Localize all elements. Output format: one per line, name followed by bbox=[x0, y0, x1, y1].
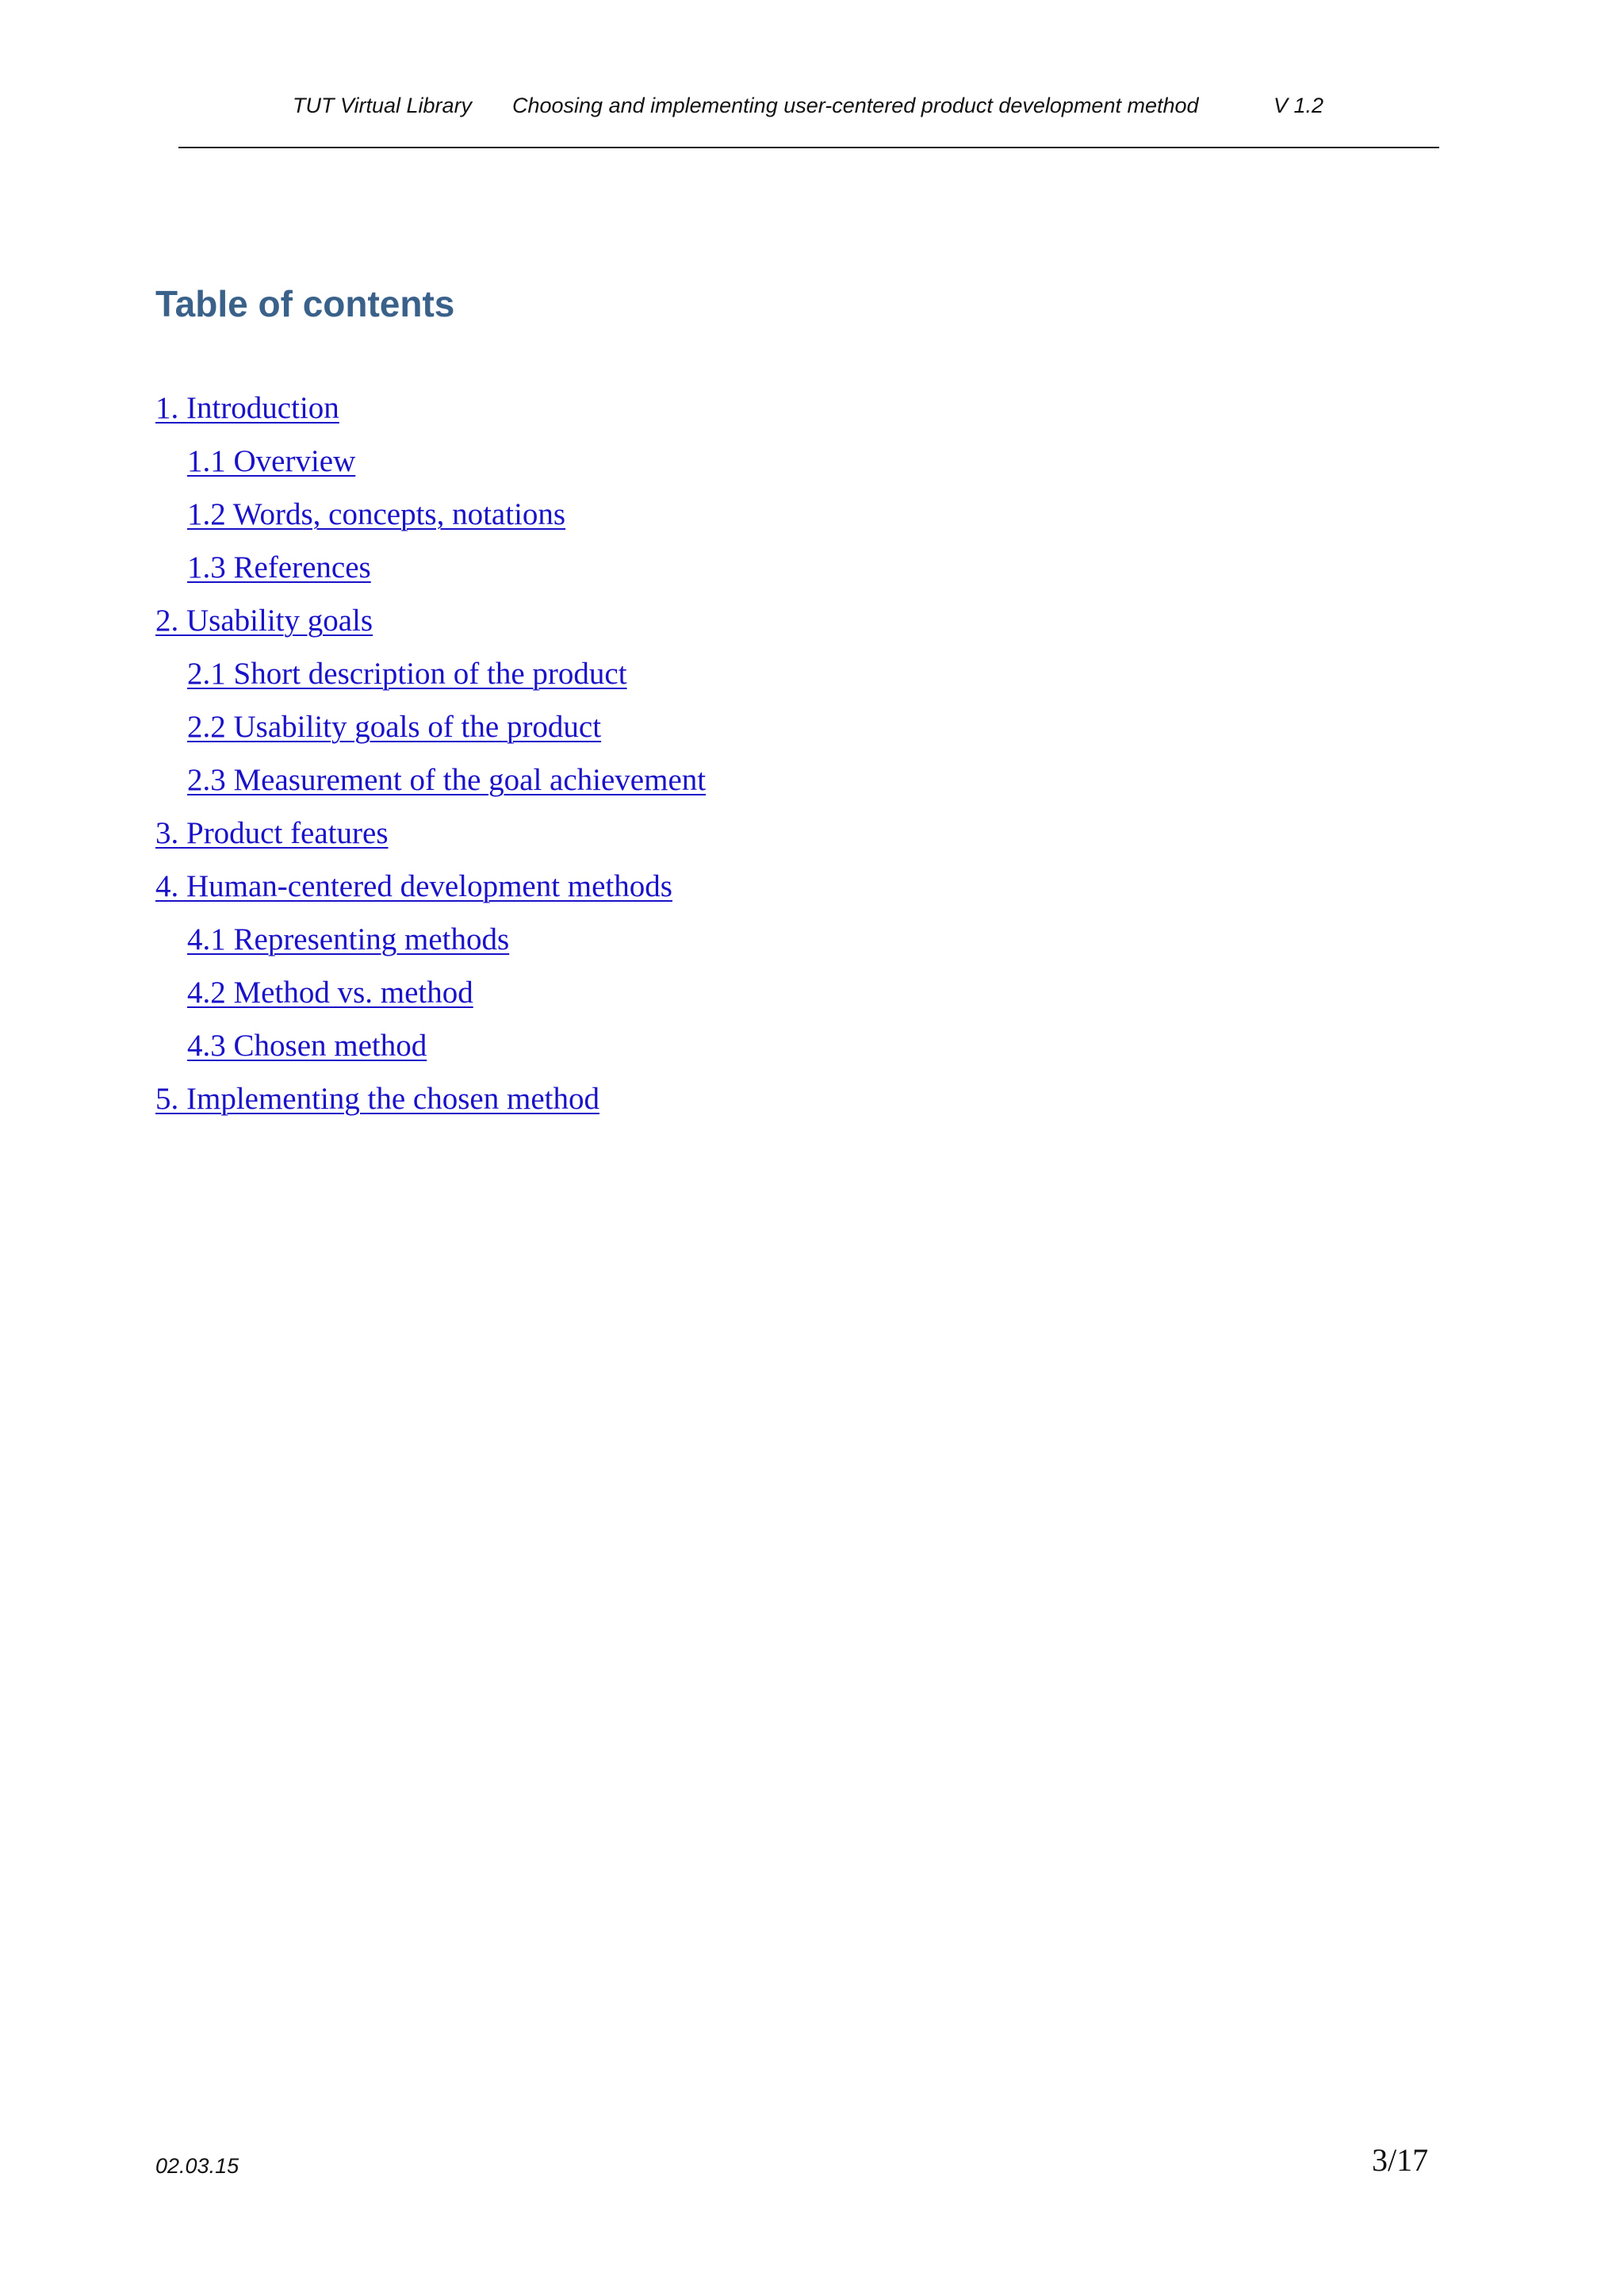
toc-item bbox=[155, 493, 706, 546]
header-version: V 1.2 bbox=[1274, 94, 1324, 117]
toc-item bbox=[155, 600, 706, 653]
toc-item bbox=[155, 759, 706, 812]
toc-item bbox=[155, 440, 706, 493]
toc-link-implementing-chosen-method[interactable]: 5. Implementing the chosen method bbox=[155, 1082, 599, 1116]
toc-link-overview[interactable]: 1.1 Overview bbox=[187, 444, 356, 478]
toc-item bbox=[155, 706, 706, 759]
header-document-title: Choosing and implementing user-centered product development method bbox=[512, 94, 1199, 117]
toc-link-representing-methods[interactable]: 4.1 Representing methods bbox=[187, 922, 510, 956]
toc-link-usability-goals[interactable]: 2. Usability goals bbox=[155, 604, 373, 638]
toc-item bbox=[155, 812, 706, 865]
toc-list bbox=[155, 387, 706, 1131]
toc-item bbox=[155, 387, 706, 440]
toc-link-words-concepts-notations[interactable]: 1.2 Words, concepts, notations bbox=[187, 497, 566, 531]
toc-item bbox=[155, 972, 706, 1025]
toc-link-references[interactable]: 1.3 References bbox=[187, 550, 371, 585]
toc-link-measurement[interactable]: 2.3 Measurement of the goal achievement bbox=[187, 763, 707, 797]
toc-item bbox=[155, 918, 706, 972]
toc-item bbox=[155, 865, 706, 918]
toc-link-chosen-method[interactable]: 4.3 Chosen method bbox=[187, 1029, 427, 1063]
header-library-name: TUT Virtual Library bbox=[293, 94, 473, 117]
toc-link-method-vs-method[interactable]: 4.2 Method vs. method bbox=[187, 976, 473, 1010]
toc-link-short-description[interactable]: 2.1 Short description of the product bbox=[187, 657, 627, 691]
toc-link-human-centered-methods[interactable]: 4. Human-centered development methods bbox=[155, 869, 672, 903]
footer-page-number: 3/17 bbox=[1372, 2142, 1429, 2178]
toc-item bbox=[155, 1078, 706, 1131]
page-header bbox=[178, 94, 1439, 125]
toc-link-introduction[interactable]: 1. Introduction bbox=[155, 391, 339, 425]
toc-item bbox=[155, 546, 706, 600]
toc-item bbox=[155, 653, 706, 706]
toc-link-usability-goals-of-product[interactable]: 2.2 Usability goals of the product bbox=[187, 710, 602, 744]
toc-heading: Table of contents bbox=[155, 283, 455, 324]
toc-item bbox=[155, 1025, 706, 1078]
footer-date: 02.03.15 bbox=[155, 2154, 239, 2178]
header-divider bbox=[178, 147, 1439, 148]
toc-link-product-features[interactable]: 3. Product features bbox=[155, 816, 389, 850]
